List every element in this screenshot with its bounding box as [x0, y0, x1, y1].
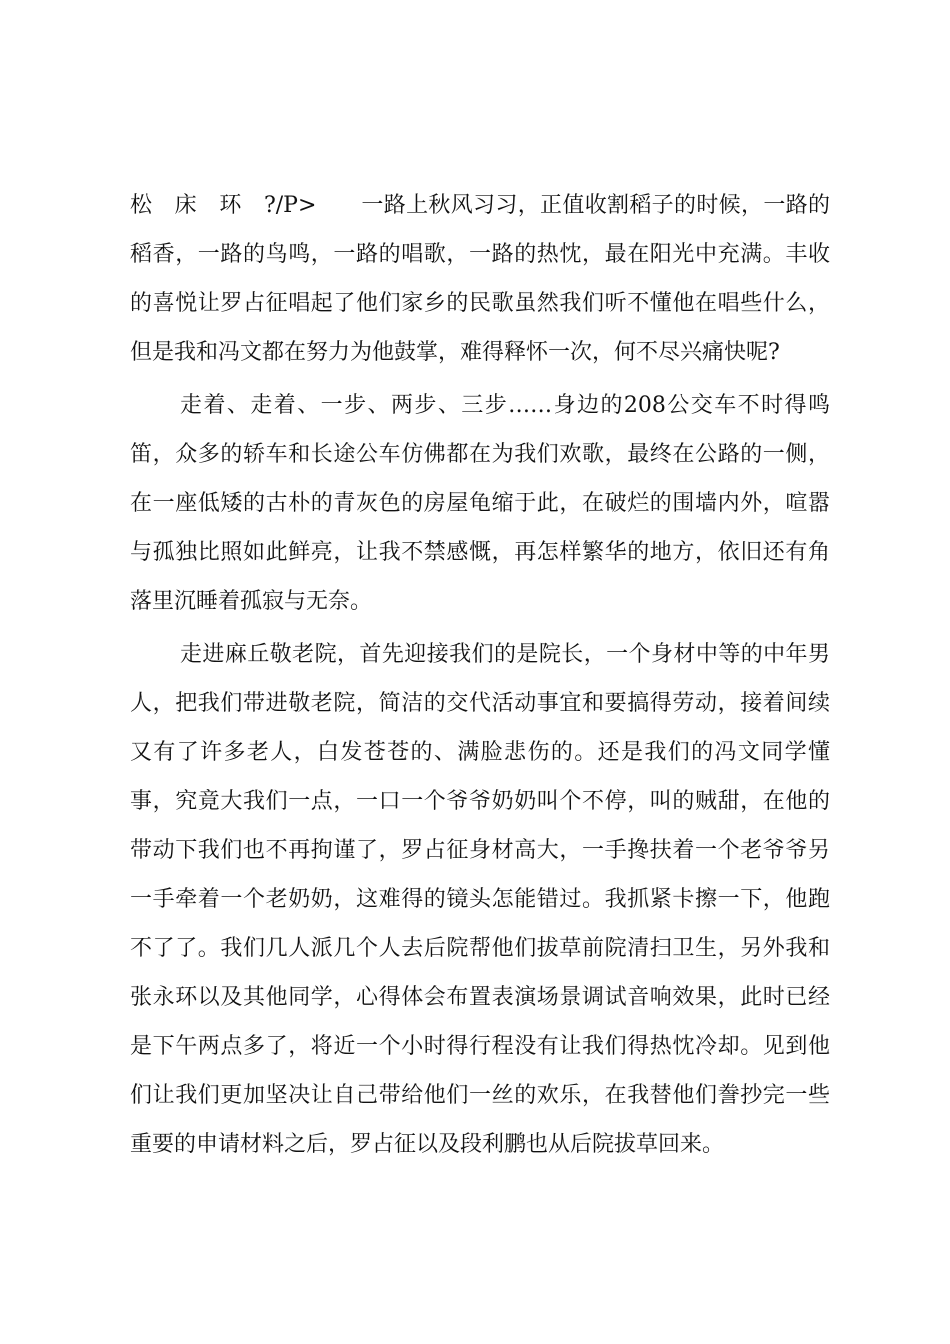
text-line: 又有了许多老人，白发苍苍的、满脸悲伤的。还是我们的冯文同学懂 [130, 740, 830, 765]
text-line: 重要的申请材料之后，罗占征以及段利鹏也从后院拔草回来。 [130, 1132, 725, 1157]
text-line: 是下午两点多了，将近一个小时得行程没有让我们得热忱冷却。见到他 [130, 1034, 830, 1059]
text-line: 走进麻丘敬老院，首先迎接我们的是院长，一个身材中等的中年男 [180, 642, 830, 667]
text-line: 笛，众多的轿车和长途公车仿佛都在为我们欢歌，最终在公路的一侧， [130, 442, 830, 467]
text-line: 但是我和冯文都在努力为他鼓掌，难得释怀一次，何不尽兴痛快呢? [130, 340, 780, 365]
text-line: 在一座低矮的古朴的青灰色的房屋龟缩于此，在破烂的围墙内外，喧嚣 [130, 491, 830, 516]
text-line: 张永环以及其他同学，心得体会布置表演场景调试音响效果，此时已经 [130, 985, 830, 1010]
text-line: 的喜悦让罗占征唱起了他们家乡的民歌虽然我们听不懂他在唱些什么， [130, 291, 830, 316]
text-line: 走着、走着、一步、两步、三步……身边的208公交车不时得鸣 [180, 393, 830, 418]
text-line: 人，把我们带进敬老院，简洁的交代活动事宜和要搞得劳动，接着间续 [130, 691, 830, 716]
text-line: 事，究竟大我们一点，一口一个爷爷奶奶叫个不停，叫的贼甜，在他的 [130, 789, 830, 814]
text-line: 松 床 环 ?/P> 一路上秋风习习，正值收割稻子的时候，一路的 [130, 193, 830, 218]
text-line: 带动下我们也不再拘谨了，罗占征身材高大，一手搀扶着一个老爷爷另 [130, 838, 830, 863]
text-line: 一手牵着一个老奶奶，这难得的镜头怎能错过。我抓紧卡擦一下，他跑 [130, 887, 830, 912]
text-line: 们让我们更加坚决让自己带给他们一丝的欢乐，在我替他们誊抄完一些 [130, 1083, 830, 1108]
text-line: 与孤独比照如此鲜亮，让我不禁感慨，再怎样繁华的地方，依旧还有角 [130, 540, 830, 565]
text-line: 稻香，一路的鸟鸣，一路的唱歌，一路的热忱，最在阳光中充满。丰收 [130, 242, 830, 267]
text-line: 落里沉睡着孤寂与无奈。 [130, 589, 373, 614]
text-line: 不了了。我们几人派几个人去后院帮他们拔草前院清扫卫生，另外我和 [130, 936, 830, 961]
